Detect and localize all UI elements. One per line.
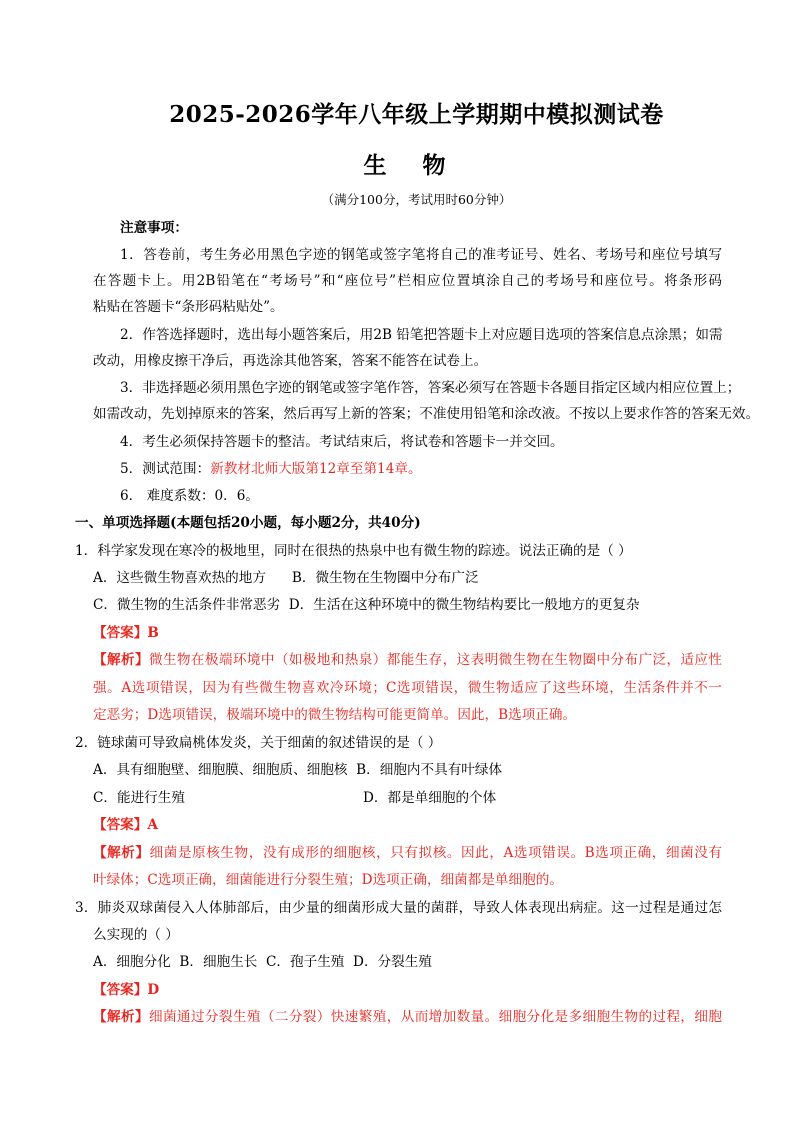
question-1-analysis-cont: 强。A选项错误，因为有些微生物喜欢冷环境；C选项错误，微生物适应了这些环境，生活条件并不一 — [93, 680, 722, 696]
question-1-analysis-cont2: 定恶劣；D选项错误，极端环境中的微生物结构可能更简单。因此，B选项正确。 — [93, 707, 577, 723]
question-2-option-c: C．能进行生殖 — [93, 790, 185, 806]
question-3-stem: 3．肺炎双球菌侵入人体肺部后，由少量的细菌形成大量的菌群，导致人体表现出病症。这一过程是通过怎 — [75, 900, 722, 916]
question-1-options-ab: A．这些微生物喜欢热的地方 B．微生物在生物圈中分布广泛 — [93, 570, 479, 586]
analysis-tag: 【解析】 — [93, 1009, 149, 1025]
question-3-analysis — [93, 1007, 722, 1027]
notice-item-3-cont: 如需改动，先划掉原来的答案，然后再写上新的答案；不准使用铅笔和涂改液。不按以上要求作答的答案无效。 — [93, 406, 760, 422]
question-2-option-d: D．都是单细胞的个体 — [363, 790, 497, 806]
subject-title: 生 物 — [363, 152, 460, 179]
notice-item-1: 1．答卷前，考生务必用黑色字迹的钢笔或签字笔将自己的准考证号、姓名、考场号和座位号填写 — [120, 247, 722, 263]
question-1-options-cd: C．微生物的生活条件非常恶劣 D．生活在这种环境中的微生物结构要比一般地方的更复杂 — [93, 597, 640, 613]
question-1-stem: 1．科学家发现在寒冷的极地里，同时在很热的热泉中也有微生物的踪迹。说法正确的是（ ） — [75, 543, 632, 559]
question-3-answer: 【答案】D — [93, 982, 160, 998]
question-2-options-ab: A．具有细胞壁、细胞膜、细胞质、细胞核 B．细胞内不具有叶绿体 — [93, 762, 503, 778]
question-1-answer: 【答案】B — [93, 625, 159, 641]
exam-title: 2025-2026学年八年级上学期期中模拟测试卷 — [169, 101, 664, 128]
question-3-options: A．细胞分化 B．细胞生长 C．孢子生殖 D．分裂生殖 — [93, 954, 432, 970]
notice-item-2: 2．作答选择题时，选出每小题答案后，用2B 铅笔把答题卡上对应题目选项的答案信息点涂黑；如需 — [120, 327, 723, 343]
notice-scope-label: 5．测试范围： — [120, 461, 211, 477]
analysis-tag: 【解析】 — [93, 845, 150, 861]
notice-item-1-cont: 在答题卡上。用2B铅笔在“考场号”和“座位号”栏相应位置填涂自己的考场号和座位号。将条形码 — [93, 273, 722, 289]
question-2-analysis — [93, 843, 722, 863]
section-heading: 一、单项选择题(本题包括20小题，每小题2分，共40分) — [75, 515, 421, 531]
question-2-stem: 2．链球菌可导致扁桃体发炎，关于细菌的叙述错误的是（ ） — [75, 735, 442, 751]
analysis-text: 微生物在极端环境中（如极地和热泉）都能生存，这表明微生物在生物圈中分布广泛，适应性 — [148, 652, 723, 668]
question-2-analysis-cont: 叶绿体；C选项正确，细菌能进行分裂生殖；D选项正确，细菌都是单细胞的。 — [93, 872, 563, 888]
notice-item-1-cont2: 粘贴在答题卡“条形码粘贴处”。 — [93, 299, 284, 315]
notice-item-4: 4．考生必须保持答题卡的整洁。考试结束后，将试卷和答题卡一并交回。 — [120, 434, 564, 450]
question-3-stem-cont: 么实现的（ ） — [93, 927, 179, 943]
analysis-text: 细菌是原核生物，没有成形的细胞核，只有拟核。因此，A选项错误。B选项正确，细菌没有 — [149, 845, 722, 861]
analysis-text: 细菌通过分裂生殖（二分裂）快速繁殖，从而增加数量。细胞分化是多细胞生物的过程，细胞 — [148, 1009, 723, 1025]
notice-item-2-cont: 改动，用橡皮擦干净后，再选涂其他答案，答案不能答在试卷上。 — [93, 353, 488, 369]
question-2-answer: 【答案】A — [93, 817, 158, 833]
notice-item-5 — [120, 459, 422, 479]
question-1-analysis — [93, 650, 722, 670]
exam-subtitle: （满分100分，考试用时60分钟） — [321, 192, 512, 207]
notice-item-6: 6． 难度系数：0．6。 — [120, 488, 260, 504]
notice-heading: 注意事项： — [120, 220, 188, 236]
notice-item-3: 3．非选择题必须用黑色字迹的钢笔或签字笔作答，答案必须写在答题卡各题目指定区域内相应位置上； — [120, 380, 741, 396]
analysis-tag: 【解析】 — [93, 652, 149, 668]
notice-scope-value: 新教材北师大版第12章至第14章。 — [210, 461, 422, 477]
